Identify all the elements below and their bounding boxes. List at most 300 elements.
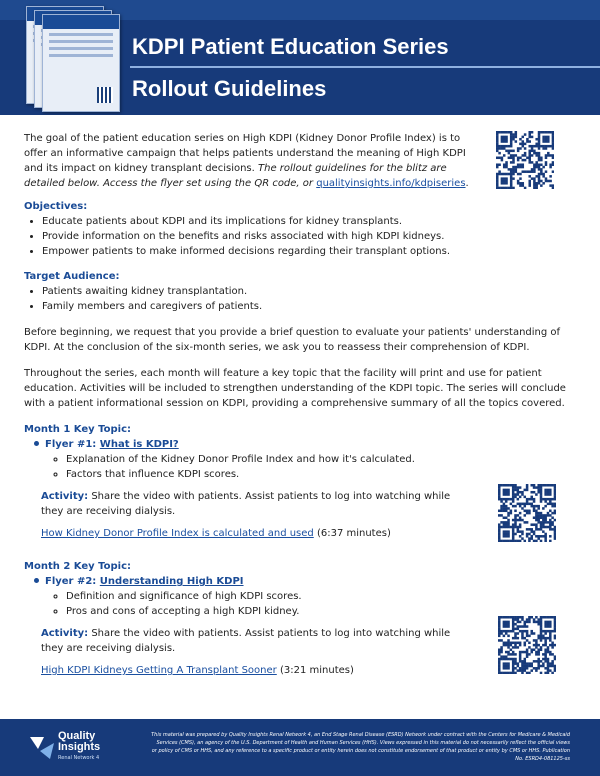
qr-module [544,493,547,496]
qr-module [498,530,501,533]
qr-module [510,175,513,178]
qr-module [498,528,501,531]
qr-module [554,623,556,626]
qr-module [517,491,520,494]
intro-end: . [465,178,469,189]
video-2-link[interactable]: High KDPI Kidneys Getting A Transplant Sooner [41,665,277,676]
qr-module [508,131,511,134]
qr-module [528,175,531,178]
qr-module [551,498,554,501]
qr-module [545,177,548,180]
qr-module [535,154,538,157]
qr-module [519,512,522,515]
qr-module [528,159,531,162]
qr-module [526,498,529,501]
qr-module [510,145,513,148]
qr-module [542,535,545,538]
qr-module [503,623,506,626]
qr-module [503,526,506,529]
qr-module [510,642,513,645]
qr-module [554,491,556,494]
qr-module [521,507,524,510]
qr-code-icon [496,131,554,189]
qr-module [549,521,552,524]
qr-module [535,182,538,185]
qr-module [507,540,510,542]
qr-module [538,145,541,148]
qr-module [503,154,506,157]
qr-module [507,489,510,492]
qr-module [512,136,515,139]
qr-module [510,616,513,619]
qr-module [533,170,536,173]
qr-module [533,639,536,642]
qr-module [507,642,510,645]
qr-module [544,535,547,538]
qr-module [519,667,522,670]
qr-module [540,528,543,531]
qr-module [524,625,527,628]
list-item: ◦ Explanation of the Kidney Donor Profile Index and how it's calculated. [66,452,476,467]
qr-module [498,672,501,674]
qr-module [538,180,541,183]
qr-module [521,616,524,619]
qr-module [526,528,529,531]
flyer-1-link[interactable]: What is KDPI? [99,439,179,450]
qr-module [544,540,547,542]
qr-module [549,154,552,157]
qr-module [514,486,517,489]
qr-module [521,660,524,663]
qr-module [503,665,506,668]
qr-module [537,648,540,651]
qr-module [496,182,499,185]
qr-module [544,660,547,663]
qr-module [554,486,556,489]
qr-module [537,618,540,621]
qr-module [501,136,504,139]
qr-module [517,669,520,672]
qr-module [510,157,513,160]
video-1-qr-code[interactable] [498,484,556,542]
qr-module [512,523,515,526]
qr-module [524,658,527,661]
qr-module [554,503,556,506]
qr-module [554,630,556,633]
qr-module [549,653,552,656]
qr-module [510,510,513,513]
qr-module [542,136,545,139]
qr-module [512,150,515,153]
qr-module [535,616,538,619]
qr-module [519,184,522,187]
qr-module [554,665,556,668]
qr-module [549,528,552,531]
qr-module [507,491,510,494]
qr-module [503,187,506,189]
qr-module [517,528,520,531]
qr-module [524,514,527,517]
qr-module [503,498,506,501]
activity-text: Share the video with patients. Assist patients to log into watching while they are receiving dialysis. [41,491,451,517]
qr-module [551,521,554,524]
qr-module [501,138,504,141]
qr-module [510,484,513,487]
qr-module [526,500,529,503]
qr-module [547,484,550,487]
video-1-link[interactable]: How Kidney Donor Profile Index is calculated and used [41,528,314,539]
qr-module [549,131,552,134]
qr-module [528,157,531,160]
qr-module [507,662,510,665]
qr-module [522,184,525,187]
qr-module [522,182,525,185]
qr-module [512,660,515,663]
qr-module [505,521,508,524]
qr-module [524,147,527,150]
qr-module [521,637,524,640]
qr-module [519,182,522,185]
qr-module [544,632,547,635]
qr-module [507,533,510,536]
qr-module [507,484,510,487]
qr-module [535,639,538,642]
qr-module [530,484,533,487]
qr-module [554,519,556,522]
qr-module [519,157,522,160]
qr-module [530,630,533,633]
qr-module [517,489,520,492]
qr-module [537,521,540,524]
qr-module [507,530,510,533]
qr-module [519,630,522,633]
qr-module [540,157,543,160]
qr-module [507,535,510,538]
qr-module [542,173,545,176]
month-2-activity [41,626,451,656]
qr-module [531,131,534,134]
qr-module [519,147,522,150]
qr-module [533,648,536,651]
qr-module [526,521,529,524]
list-item: • Family members and caregivers of patients. [42,299,584,314]
logo-tagline: Renal Network 4 [58,755,100,761]
qr-module [505,173,508,176]
qr-module [512,653,515,656]
qr-module [552,157,554,160]
series-overview-paragraph: Throughout the series, each month will feature a key topic that the facility will print and use for patient education. Activities will be included to strengthen understanding of the KDPI topic. The series will conclude with a patient informational session on KDPI, providing a comprehensive summary of all the topics covered. [24,368,566,409]
video-1-length: (6:37 minutes) [316,528,391,539]
qr-module [524,651,527,654]
qr-module [547,521,550,524]
qr-module [498,493,501,496]
qr-module [501,159,504,162]
logo-mark-icon [28,733,56,761]
qr-module [545,163,548,166]
qr-module [496,177,499,180]
qr-module [526,639,529,642]
audience-heading: Target Audience: [24,271,120,282]
qr-module [510,150,513,153]
qr-module [549,493,552,496]
qr-module [514,618,517,621]
qr-module [496,173,499,176]
qr-module [552,131,554,134]
qr-module [517,665,520,668]
audience-list [42,284,584,314]
qr-module [547,667,550,670]
qr-module [540,621,543,624]
qr-module [540,521,543,524]
qr-module [547,665,550,668]
qr-module [524,503,527,506]
qr-module [544,667,547,670]
qr-module [510,498,513,501]
qr-module [549,535,552,538]
qr-module [507,630,510,633]
qr-module [547,145,550,148]
qr-module [540,184,543,187]
qr-module [503,147,506,150]
qr-module [544,630,547,633]
qr-module [512,154,515,157]
quality-insights-logo [28,731,108,767]
qr-module [524,665,527,668]
qr-module [530,537,533,540]
qr-module [505,621,508,624]
qr-module [508,150,511,153]
qr-module [503,630,506,633]
qr-module [526,535,529,538]
qr-module [498,510,501,513]
qr-module [540,540,543,542]
qr-module [552,147,554,150]
qr-module [544,514,547,517]
qr-module [512,519,515,522]
qr-module [503,145,506,148]
qr-module [530,523,533,526]
qr-module [517,618,520,621]
qr-module [498,496,501,499]
qr-module [500,526,503,529]
flyer-thumbnail [42,14,120,112]
kdpi-series-link[interactable]: qualityinsights.info/kdpiseries [316,178,466,189]
qr-module [503,616,506,619]
qr-module [505,484,508,487]
qr-module [514,667,517,670]
qr-module [535,651,538,654]
qr-module [501,147,504,150]
qr-module [542,630,545,633]
qr-module [540,131,543,134]
qr-module [535,163,538,166]
qr-module [544,500,547,503]
video-2-length: (3:21 minutes) [279,665,354,676]
qr-module [501,180,504,183]
logo-line-1: Quality [58,730,96,742]
list-item: • Patients awaiting kidney transplantation. [42,284,584,299]
month-1-topics [66,452,476,482]
qr-module [533,491,536,494]
qr-module [535,642,538,645]
qr-module [522,136,525,139]
qr-module [526,672,529,674]
footer-bar [0,719,600,776]
qr-module [512,533,515,536]
qr-module [514,642,517,645]
qr-module [530,648,533,651]
qr-module [507,514,510,517]
qr-module [542,140,545,143]
qr-module [519,491,522,494]
qr-module [517,150,520,153]
qr-module [526,484,529,487]
qr-module [549,621,552,624]
qr-module [528,672,531,674]
qr-module [505,644,508,647]
qr-module [540,660,543,663]
qr-module [544,616,547,619]
qr-module [542,131,545,134]
qr-module [519,138,522,141]
qr-module [517,503,520,506]
qr-module [519,486,522,489]
qr-module [496,157,499,160]
qr-module [503,533,506,536]
qr-module [540,173,543,176]
qr-module [503,177,506,180]
qr-module [503,667,506,670]
qr-module [549,635,552,638]
qr-module [517,182,520,185]
qr-module [519,660,522,663]
qr-module [542,175,545,178]
qr-module [540,484,543,487]
qr-module [538,140,541,143]
qr-module [512,168,515,171]
qr-module [503,136,506,139]
qr-module [519,523,522,526]
qr-module [510,136,513,139]
qr-module [528,533,531,536]
qr-module [535,152,538,155]
video-2-qr-code[interactable] [498,616,556,674]
qr-module [552,161,554,164]
qr-module [554,493,556,496]
qr-module [498,173,501,176]
qr-module [540,648,543,651]
qr-module [498,486,501,489]
qr-module [517,632,520,635]
qr-module [552,133,554,136]
qr-module [498,163,501,166]
qr-module [512,642,515,645]
qr-module [537,667,540,670]
qr-module [535,653,538,656]
qr-module [537,528,540,531]
qr-module [528,498,531,501]
qr-module [505,516,508,519]
qr-module [547,180,550,183]
qr-module [519,496,522,499]
qr-module [547,498,550,501]
qr-module [526,662,529,665]
qr-module [538,147,541,150]
qr-module [540,491,543,494]
qr-module [524,662,527,665]
qr-module [496,163,499,166]
qr-module [547,648,550,651]
qr-module [498,651,501,654]
qr-module [512,161,515,164]
qr-module [549,145,552,148]
qr-module [496,136,499,139]
qr-module [514,616,517,619]
qr-module [498,540,501,542]
qr-module [503,163,506,166]
qr-module [510,653,513,656]
qr-module [554,637,556,640]
qr-module [547,658,550,661]
qr-module [545,170,548,173]
qr-module [533,621,536,624]
qr-module [512,628,515,631]
qr-module [535,621,538,624]
list-item: ◦ Definition and significance of high KDPI scores. [66,589,476,604]
qr-module [538,175,541,178]
qr-module [542,530,545,533]
qr-module [510,644,513,647]
qr-module [498,618,501,621]
qr-module [544,639,547,642]
qr-module [528,510,531,513]
qr-module [540,632,543,635]
qr-module [538,152,541,155]
qr-module [544,526,547,529]
series-qr-code[interactable] [496,131,554,189]
month-2-topics [66,589,476,619]
qr-module [522,143,525,146]
qr-module [554,628,556,631]
qr-module [551,662,554,665]
qr-module [526,625,529,628]
qr-module [537,651,540,654]
qr-module [535,660,538,663]
qr-module [498,632,501,635]
qr-module [519,669,522,672]
qr-module [533,177,536,180]
flyer-2-link[interactable]: Understanding High KDPI [99,576,244,587]
qr-module [554,510,556,513]
qr-module [498,187,501,189]
qr-module [512,530,515,533]
qr-module [554,489,556,492]
qr-module [498,131,501,134]
qr-module [496,143,499,146]
qr-module [549,163,552,166]
qr-module [538,173,541,176]
qr-module [537,637,540,640]
qr-module [510,177,513,180]
qr-module [505,523,508,526]
qr-module [498,535,501,538]
qr-module [549,662,552,665]
qr-module [519,166,522,169]
header-banner [0,0,600,115]
qr-module [507,512,510,515]
qr-module [533,667,536,670]
qr-module [507,644,510,647]
